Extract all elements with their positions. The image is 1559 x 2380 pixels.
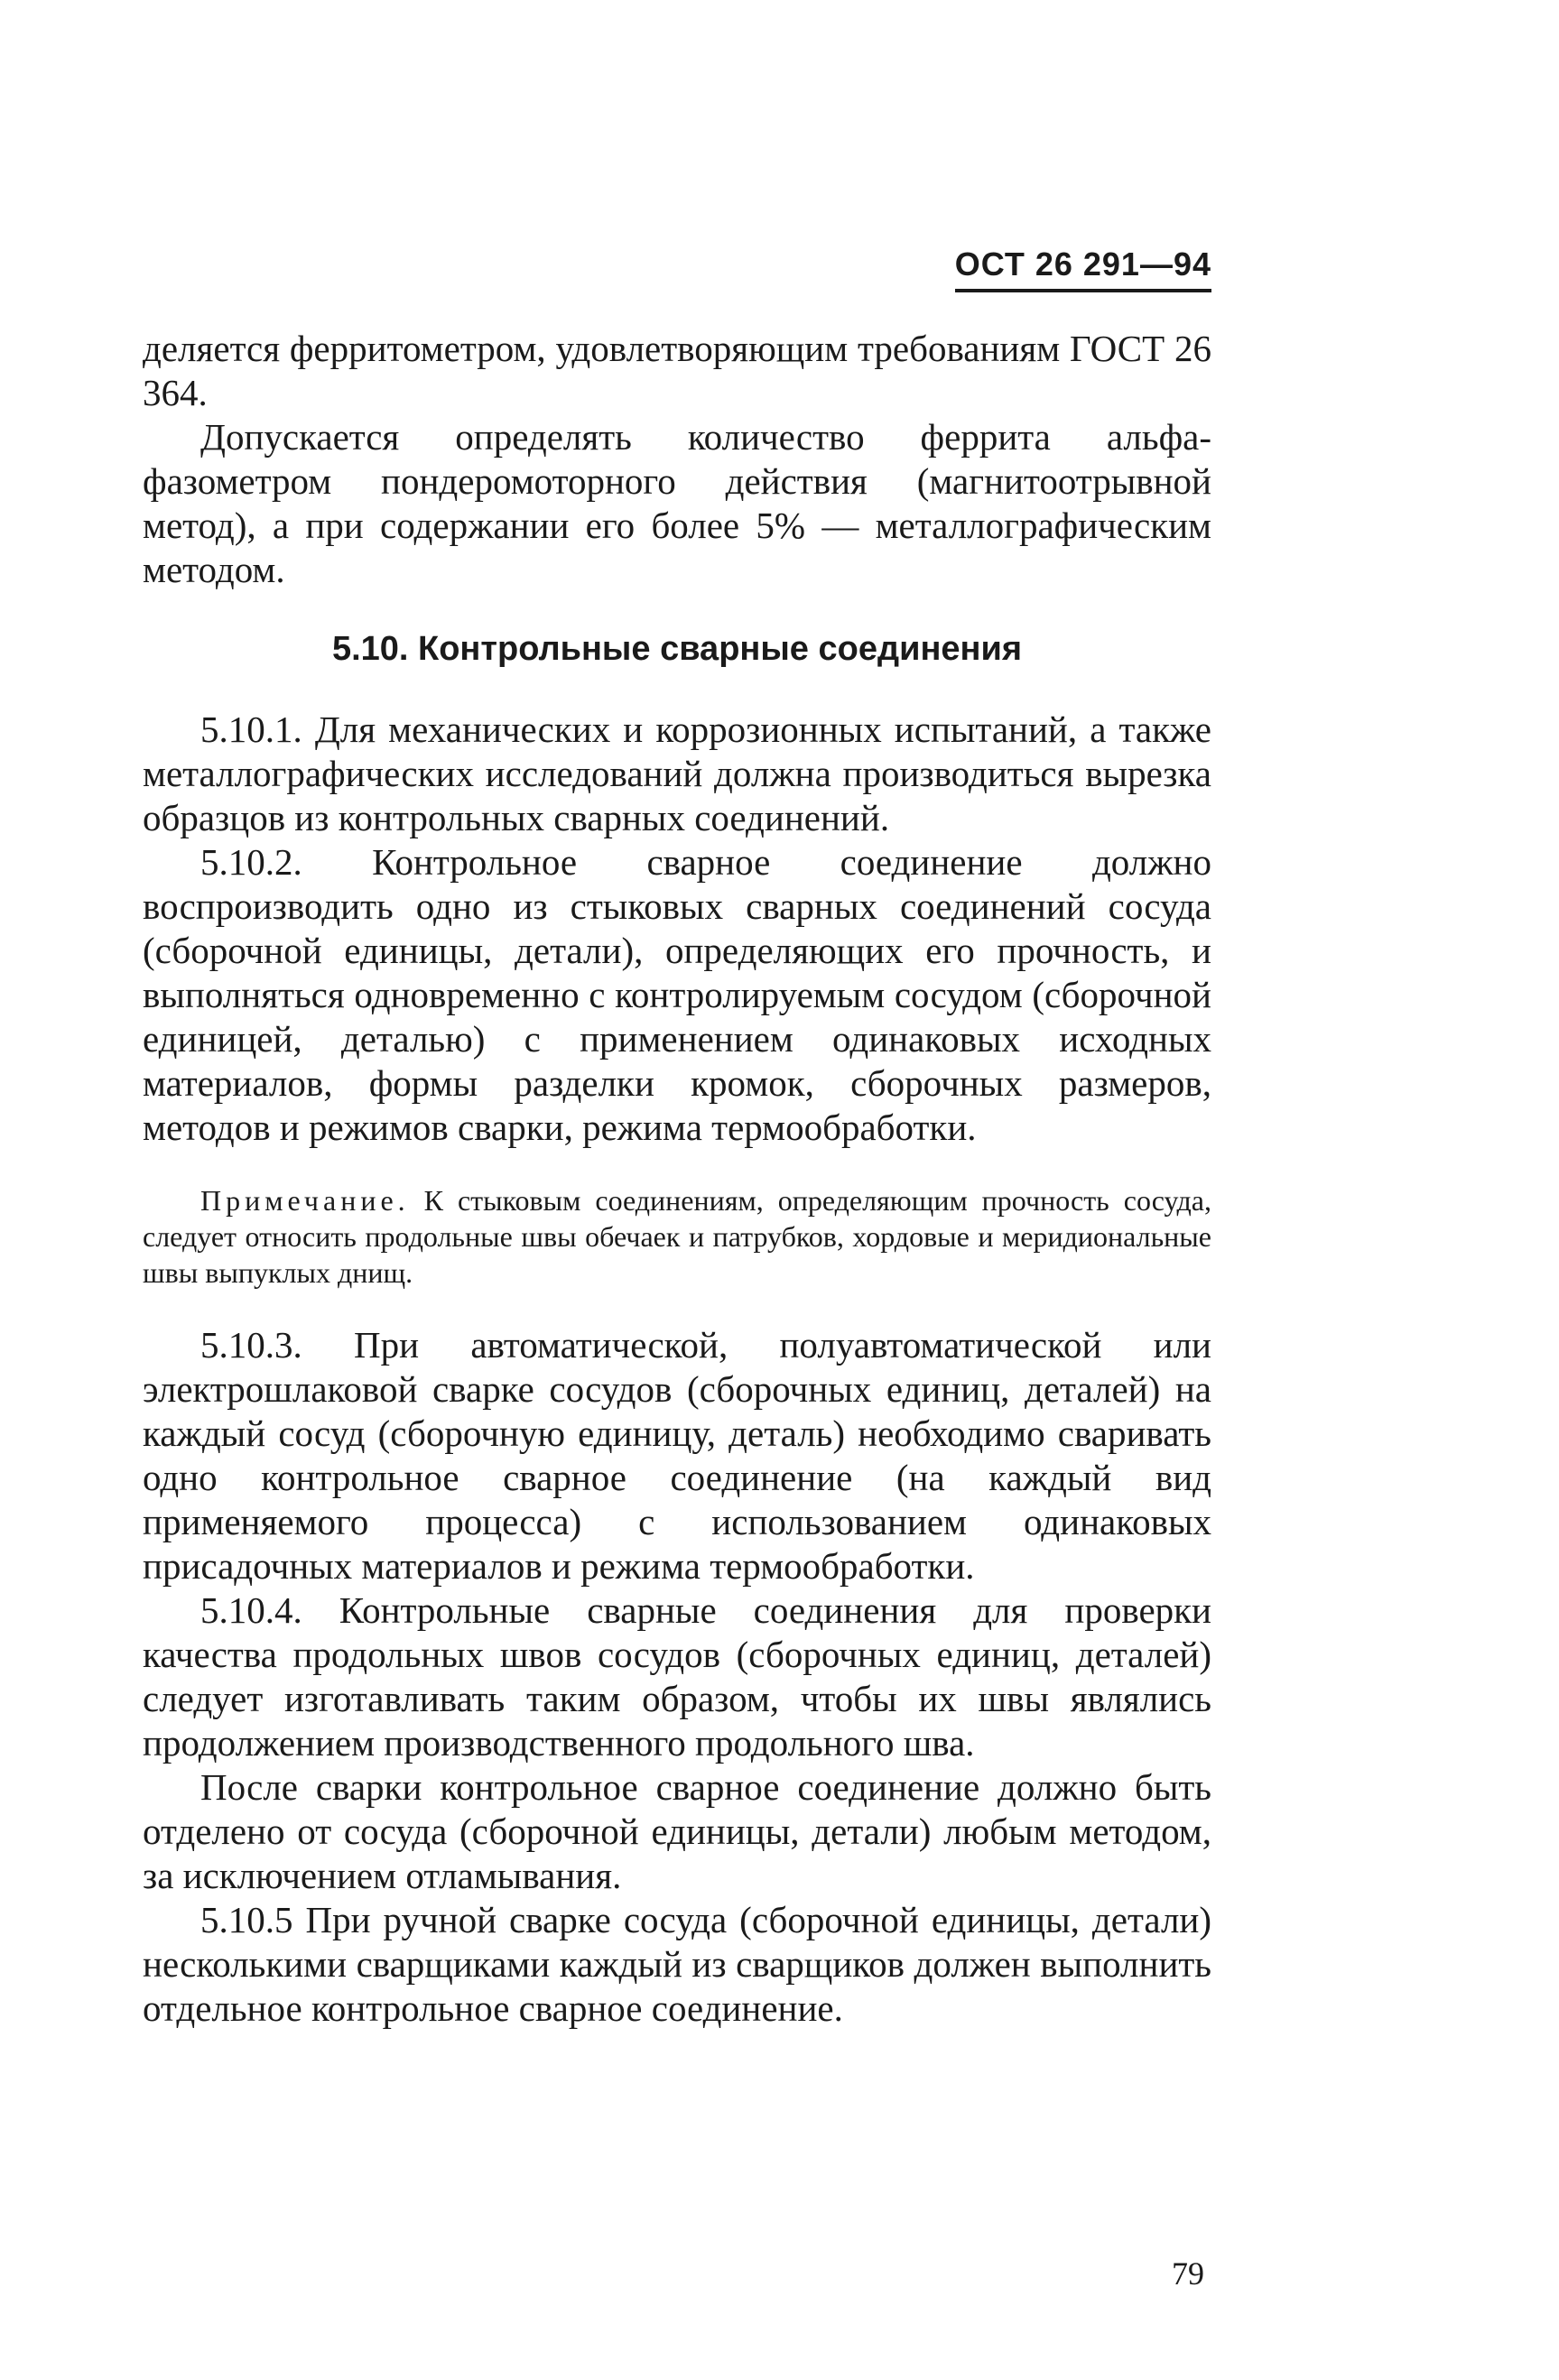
page-number: 79 [1172, 2255, 1204, 2292]
paragraph-5-10-5: 5.10.5 При ручной сварке сосуда (сборочной единицы, детали) несколькими сварщиками каждый из сварщиков должен выполнить отдельное контрольное сварное соединение. [143, 1899, 1211, 2029]
paragraph-separation: После сварки контрольное сварное соединение должно быть отделено от сосуда (сборочной единицы, детали) любым методом, за исключением отламывания. [143, 1766, 1211, 1896]
note [143, 1182, 1211, 1291]
paragraph-5-10-2: 5.10.2. Контрольное сварное соединение должно воспроизводить одно из стыковых сварных соединений сосуда (сборочной единицы, детали), определяющих его прочность, и выполняться одновременно с контролируемым сосудом (сборочной единицей, деталью) с применением одинаковых исходных материалов, формы разделки кромок, сборочных размеров, методов и режимов сварки, режима термообработки. [143, 841, 1211, 1148]
paragraph-ferrite-method: Допускается определять количество феррита альфа-фазометром пондеромоторного действия (магнитоотрывной метод), а при содержании его более 5% — металлографическим методом. [143, 416, 1211, 590]
document-code: ОСТ 26 291—94 [955, 245, 1211, 292]
document-page [143, 0, 1211, 2380]
body-text [143, 327, 1211, 2031]
paragraph-ferritometer: деляется ферритометром, удовлетворяющим требованиям ГОСТ 26 364. [143, 328, 1211, 413]
paragraph-5-10-4: 5.10.4. Контрольные сварные соединения для проверки качества продольных швов сосудов (сборочных единиц, деталей) следует изготавливать таким образом, чтобы их швы являлись продолжением производственного продольного шва. [143, 1589, 1211, 1764]
paragraph-5-10-1: 5.10.1. Для механических и коррозионных испытаний, а также металлографических исследований должна производиться вырезка образцов из контрольных сварных соединений. [143, 708, 1211, 838]
note-text: К стыковым соединениям, определяющим прочность сосуда, следует относить продольные швы обечаек и патрубков, хордовые и меридиональные швы выпуклых днищ. [143, 1184, 1212, 1289]
section-heading: 5.10. Контрольные сварные соединения [331, 630, 1023, 668]
page-header [955, 245, 1211, 292]
note-label: Примечание. [200, 1184, 410, 1217]
paragraph-5-10-3: 5.10.3. При автоматической, полуавтоматической или электрошлаковой сварке сосудов (сборочных единиц, деталей) на каждый сосуд (сборочную единицу, деталь) необходимо сваривать одно контрольное сварное соединение (на каждый вид применяемого процесса) с использованием одинаковых присадочных материалов и режима термообработки. [143, 1324, 1211, 1587]
